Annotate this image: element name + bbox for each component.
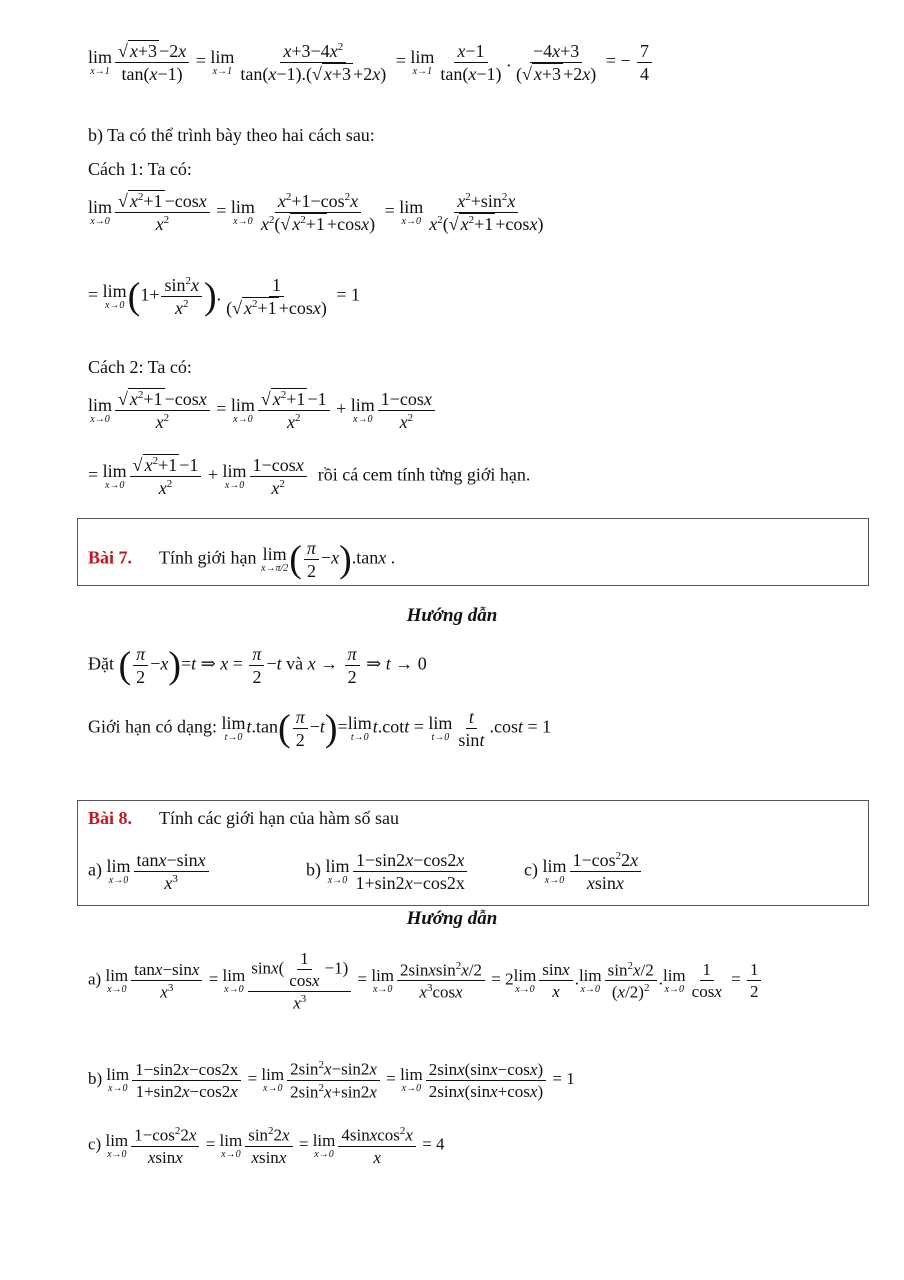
dat-line: Đặt ( $\frac{\pi}{2}$ −x)=t ⇒ x = $\frac{\pi}{2}$ −t và x → $\frac{\pi}{2}$ ⇒ t → 0	[88, 644, 427, 687]
bai8-b-label: b)	[306, 859, 321, 880]
bai8-label: Bài 8.	[88, 808, 133, 828]
bai8-a-label: a)	[88, 859, 102, 880]
va-label: và	[286, 653, 304, 674]
gioi-han-line: Giới hạn có dạng: lim t→0 t.tan( $\frac{\pi}{2}$ −t)= lim t→0 t.cott = lim t→0 $\frac{t}{\sin t}$ .cost = 1	[88, 707, 552, 750]
cach1-label: Cách 1: Ta có:	[88, 159, 192, 179]
cach2-formula-1: lim x→0 $\frac{√ x^2+1 -\cos x}{x^2}$ = lim x→0 $\frac{√ x^2+1 -1}{x^2}$ + lim x→0 $\frac{1-\cos x}{x^2}$	[88, 390, 437, 431]
cach1-formula-2: = lim x→0 (1+ $\frac{\sin^2x}{x^2}$ ). $\frac{1}{(√ x^2+1 +\cos x)}$ = 1	[88, 275, 360, 318]
part-b-intro: b) Ta có thể trình bày theo hai cách sau:	[88, 125, 375, 145]
sol-c: c) lim x→0 $\frac{1-\cos^22x}{xsinx}$ = lim x→0 $\frac{\sin^22x}{xsinx}$ = lim x→0 $\frac{4sinxcos^2x}{x}$ = 4	[88, 1125, 445, 1167]
huong-dan-heading-1: Hướng dẫn	[406, 605, 498, 626]
bai8-box: Bài 8. Tính các giới hạn của hàm số sau a) lim x→0 $\frac{\tan x-\sin x}{x^3}$ b) lim x→0 $\frac{1-\sin 2x-\cos 2x}{1+\sin 2x-\cos 2x}$ c) lim x→0 $\frac{1-\cos^22x}{xsinx}$	[77, 800, 869, 906]
cach2-label: Cách 2: Ta có:	[88, 357, 192, 377]
cach2-formula-2: = lim x→0 $\frac{√ x^2+1 -1}{x^2}$ + lim x→0 $\frac{1-\cos x}{x^2}$ rồi cá cem tính từng giới hạn.	[88, 455, 531, 498]
sol-a: a) lim x→0 $\frac{\tan x-\sin x}{x^3}$ = lim x→0 sinx( $\frac{1}{\cos x}$ −1) $x^3$ = lim x→0 $\frac{2sinxsin^2x/2}{x^3\cos x}$ = 2 lim x→0 $\frac{\sin x}{x}$ . lim x→0 $\frac{\sin^2x/2}{(x/2)^2}$ . lim x→0 $\frac{1}{\cos x}$ = $\frac{1}{2}$	[88, 950, 763, 1012]
cach1-formula-1: lim x→0 $\frac{√ x^2+1 -\cos x}{x^2}$ = lim x→0 $\frac{x^2+1-\cos^2x}{x^2(√ x^2+1 +\cos x)}$ = lim x→0 $\frac{x^2+\sin^2x}{x^2(√ x^2+1 +\cos x)}$	[88, 191, 544, 234]
bai7-label: Bài 7.	[88, 547, 133, 568]
formula-line-1: lim x→1 $\frac{√ x+3 -2x}{\tan(x-1)}$ = lim x→1 $\frac{x+3-4x^2}{\tan(x-1).(√ x+3 +2x)}$ = lim x→1 $\frac{x-1}{\tan(x-1)}$ . $\frac{-4x+3}{(√ x+3 +2x)}$ = − $\frac{7}{4}$	[88, 42, 654, 83]
dat-label: Đặt	[88, 653, 114, 674]
huong-dan-heading-2: Hướng dẫn	[406, 908, 498, 929]
cach2-tail: rồi cá cem tính từng giới hạn.	[317, 464, 531, 485]
gioi-han-label: Giới hạn có dạng:	[88, 716, 217, 737]
bai7-text: Tính giới hạn	[159, 547, 257, 568]
bai7-box: Bài 7. Tính giới hạn lim x→π/2 ( $\frac{\pi}{2}$ −x).tanx .	[77, 518, 869, 586]
bai8-c-label: c)	[524, 859, 538, 880]
sol-b: b) lim x→0 $\frac{1-\sin 2x-\cos 2x}{1+\sin 2x-\cos 2x}$ = lim x→0 $\frac{2\sin^2x-\sin 2x}{2\sin^2x+\sin 2x}$ = lim x→0 $\frac{2\sin x(\sin x-\cos x)}{2\sin x(\sin x+\cos x)}$ = 1	[88, 1059, 575, 1102]
bai8-text: Tính các giới hạn của hàm số sau	[159, 808, 399, 828]
